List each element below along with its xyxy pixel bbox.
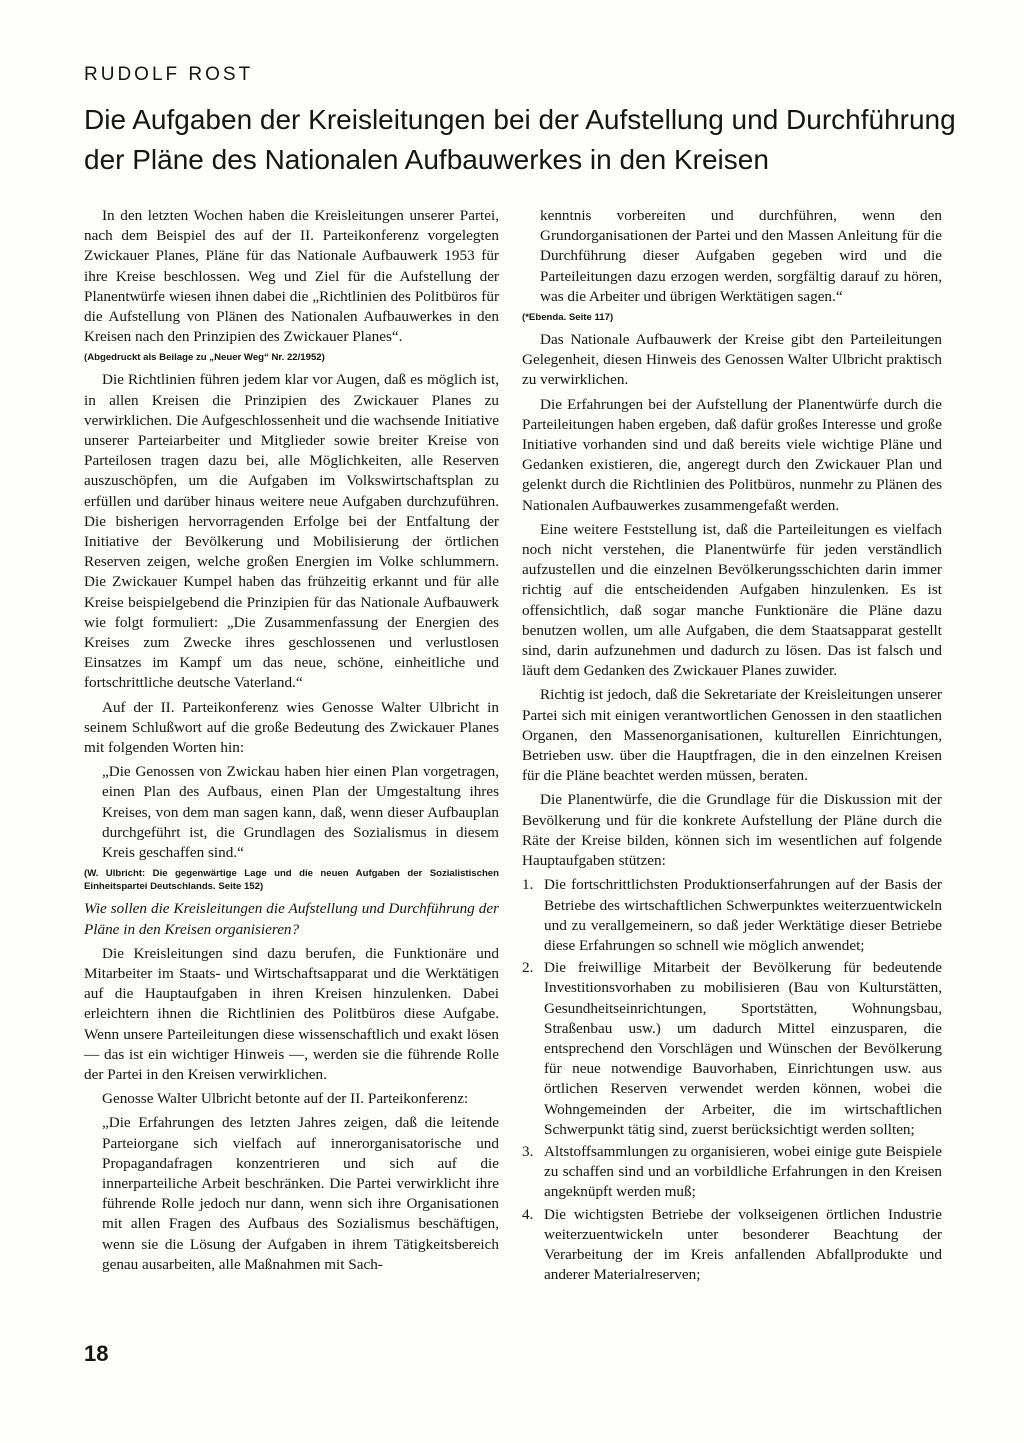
paragraph: Die Erfahrungen bei der Aufstellung der Planentwürfe durch die Parteileitungen haben ergeben, daß dafür großes Interesse und große Initiative vorhanden sind und daß bereits viele wichtige Pläne und Gedanken existieren, die, angeregt durch den Zwickauer Plan und gelenkt durch die Richtlinien des Politbüros, nunmehr zu Plänen des Nationalen Aufbauwerkes zusammengefaßt werden.	[522, 395, 942, 514]
right-column	[522, 206, 942, 1287]
paragraph: Eine weitere Feststellung ist, daß die Parteileitungen es vielfach noch nicht verstehen, die Planentwürfe für jeden verständlich aufzustellen und die einzelnen Bevölkerungsschichten darin immer richtig auf die entscheidenden Aufgaben hinzulenken. Es ist offensichtlich, daß sogar manche Funktionäre die Pläne dazu benutzen wollen, um alle Aufgaben, die dem Staatsapparat gestellt sind, darin aufzunehmen und dadurch zu lösen. Das ist falsch und läuft dem Gedanken des Zwickauer Planes zuwider.	[522, 520, 942, 680]
list-item-number: 2.	[522, 959, 534, 977]
author-name: RUDOLF ROST	[84, 64, 254, 85]
paragraph: Das Nationale Aufbauwerk der Kreise gibt den Parteileitungen Gelegenheit, diesen Hinweis des Genossen Walter Ulbricht praktisch zu verwirklichen.	[522, 331, 942, 389]
reference-note: (*Ebenda. Seite 117)	[522, 312, 614, 324]
paragraph: Auf der II. Parteikonferenz wies Genosse Walter Ulbricht in seinem Schlußwort auf die große Bedeutung des Zwickauer Planes mit folgenden Worten hin:	[84, 698, 499, 757]
paragraph: Die Kreisleitungen sind dazu berufen, die Funktionäre und Mitarbeiter im Staats- und Wirtschaftsapparat und die Werktätigen auf die Hauptaufgaben in ihren Kreisen hinzulenken. Dabei erleichtern ihnen die Richtlinien des Politbüros diese Aufgabe. Wenn unsere Parteileitungen diese wissenschaftlich und exakt lösen — das ist ein wichtiger Hinweis —, werden sie die führende Rolle der Partei in den Kreisen verwirklichen.	[84, 944, 499, 1083]
list-item	[522, 1142, 942, 1203]
list-item-number: 1.	[522, 876, 534, 894]
paragraph: Richtig ist jedoch, daß die Sekretariate der Kreisleitungen unserer Partei sich mit einigen verantwortlichen Genossen in den staatlichen Organen, den Massenorganisationen, kulturellen Einrichtungen, Betrieben usw. über die Hauptfragen, die in den einzelnen Kreisen für die Pläne beachtet werden müssen, beraten.	[522, 686, 942, 785]
article-title: Die Aufgaben der Kreisleitungen bei der Aufstellung und Durchführung der Pläne des Nationalen Aufbauwerkes in den Kreisen	[84, 104, 956, 175]
section-heading: Wie sollen die Kreisleitungen die Aufstellung und Durchführung der Pläne in den Kreisen organisieren?	[84, 900, 499, 938]
reference-note: (Abgedruckt als Beilage zu „Neuer Weg“ Nr. 22/1952)	[84, 352, 325, 364]
quotation: „Die Erfahrungen des letzten Jahres zeigen, daß die leitende Parteiorgane sich vielfach auf innerorganisatorische und Propagandafragen konzentrieren und sich auf die innerparteiliche Arbeit beschränken. Die Partei verwirklicht ihre führende Rolle jedoch nur dann, wenn sich ihre Organisationen mit allen Fragen des Aufbaus des Sozialismus beschäftigen, wenn sie die Lösung der Aufgaben in ihrem Tätigkeitsbereich genau ausarbeiten, alle Maßnahmen mit Sach-	[102, 1114, 499, 1273]
page-number: 18	[84, 1341, 109, 1366]
paragraph: In den letzten Wochen haben die Kreisleitungen unserer Partei, nach dem Beispiel des auf der II. Parteikonferenz vorgelegten Zwickauer Planes, Pläne für das Nationale Aufbauwerk 1953 für ihre Kreise beschlossen. Weg und Ziel für die Aufstellung der Planentwürfe wiesen ihnen dabei die „Richtlinien des Politbüros für die Aufstellung von Plänen des Nationalen Aufbauwerkes in den Kreisen nach den Prinzipien des Zwickauer Planes“.	[84, 207, 499, 346]
paragraph: Die Planentwürfe, die die Grundlage für die Diskussion mit der Bevölkerung und für die konkrete Aufstellung der Pläne durch die Räte der Kreise bilden, können sich im wesentlichen auf folgende Hauptaufgaben stützen:	[522, 791, 942, 870]
paragraph: Die Richtlinien führen jedem klar vor Augen, daß es möglich ist, in allen Kreisen die Prinzipien des Zwickauer Planes zu verwirklichen. Die Aufgeschlossenheit und die wachsende Initiative unserer Parteiarbeiter und Mitglieder sowie breiter Kreise von Parteilosen tragen dazu bei, alle Möglichkeiten, alle Reserven auszuschöpfen, um die Aufgaben im Volkswirtschaftsplan zu erfüllen und darüber hinaus weitere neue Aufgaben durchzuführen. Die bisherigen hervorragenden Erfolge bei der Entfaltung der Initiative der Bevölkerung und Mobilisierung der örtlichen Reserven zeigen, welche großen Energien im Volke schlummern. Die Zwickauer Kumpel haben das frühzeitig erkannt und für alle Kreise beispielgebend die Prinzipien für das Nationale Aufbauwerk wie folgt formuliert: „Die Zusammenfassung der Energien des Kreises zum Zwecke ihres geschlossenen und verlustlosen Einsatzes im Kampf um das neue, schöne, einheitliche und fortschrittliche deutsche Vaterland.“	[84, 371, 499, 692]
left-column	[84, 206, 499, 1279]
list-item-text: Altstoffsammlungen zu organisieren, wobei einige gute Beispiele zu schaffen sind und an vorbildliche Erfahrungen in den Kreisen angeknüpft werden muß;	[544, 1142, 942, 1201]
list-item-number: 3.	[522, 1142, 534, 1160]
quotation: „Die Genossen von Zwickau haben hier einen Plan vorgetragen, einen Plan des Aufbaus, einen Plan der Umgestaltung ihres Kreises, von dem man sagen kann, daß, wenn dieser Aufbauplan durchgeführt ist, die Grundlagen des Sozialismus in diesem Kreis geschaffen sind.“	[102, 763, 499, 862]
list-item-text: Die wichtigsten Betriebe der volkseigenen örtlichen Industrie weiterzuentwickeln unter besonderer Beachtung der Verarbeitung der im Kreis anfallenden Abfallprodukte und anderer Materialreserven;	[544, 1205, 942, 1284]
paragraph: Genosse Walter Ulbricht betonte auf der II. Parteikonferenz:	[102, 1090, 469, 1108]
task-list	[522, 875, 942, 1285]
list-item-number: 4.	[522, 1205, 534, 1223]
list-item	[522, 1205, 942, 1286]
list-item	[522, 875, 942, 956]
list-item-text: Die fortschrittlichsten Produktionserfahrungen auf der Basis der Betriebe des wirtschaftlichen Schwerpunktes weiterzuentwickeln und zu verallgemeinern, so daß jeder Werktätige dieser Betriebe diese Erfahrungen so schnell wie möglich anwendet;	[544, 876, 942, 954]
list-item	[522, 958, 942, 1140]
quotation-continued: kenntnis vorbereiten und durchführen, wenn den Grundorganisationen der Partei und den Massen Anleitung für die Durchführung dieser Aufgaben gegeben wird und die Parteileitungen dazu erzogen werden, sorgfältig darauf zu hören, was die Arbeiter und übrigen Werktätigen sagen.“	[540, 207, 942, 305]
reference-note: (W. Ulbricht: Die gegenwärtige Lage und die neuen Aufgaben der Sozialistischen Einheitspartei Deutschlands. Seite 152)	[84, 868, 499, 893]
list-item-text: Die freiwillige Mitarbeit der Bevölkerung für bedeutende Investitionsvorhaben zu mobilisieren (Bau von Kulturstätten, Gesundheitseinrichtungen, Sportstätten, Wohnungsbau, Straßenbau usw.) um dadurch Mittel einzusparen, die entsprechend den Vorschlägen und Wünschen der Bevölkerung für neue notwendige Bauvorhaben, Einrichtungen usw. aus örtlichen Reserven verwendet werden können, wobei die Wohngemeinden der Arbeiter, die im wirtschaftlichen Schwerpunkt tätig sind, zuerst berücksichtigt werden sollten;	[544, 959, 942, 1138]
